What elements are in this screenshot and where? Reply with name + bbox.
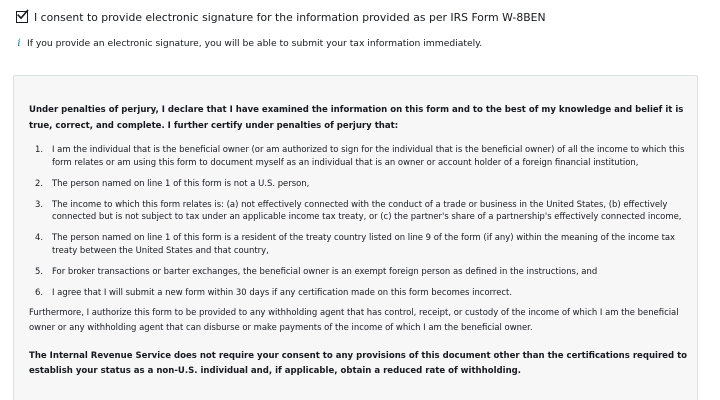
info-icon: i: [17, 37, 21, 49]
list-item-text: The person named on line 1 of this form is not a U.S. person,: [52, 177, 310, 188]
certification-list-item: [29, 198, 689, 223]
checkmark-icon: [16, 9, 29, 22]
consent-label[interactable]: I consent to provide electronic signature for the information provided as per IRS Form W-8BEN: [34, 10, 546, 24]
irs-consent-note: The Internal Revenue Service does not require your consent to any provisions of this document other than the certifications required to establish your status as a non-U.S. individual and, if applicable, obtain a reduced rate of withholding.: [29, 350, 688, 376]
list-item-number: 3.: [35, 198, 44, 209]
list-item-text: For broker transactions or barter exchanges, the beneficial owner is an exempt foreign person as defined in the instructions, and: [52, 265, 598, 276]
authorization-paragraph: Furthermore, I authorize this form to be provided to any withholding agent that has control, receipt, or custody of the income of which I am the beneficial owner or any withholding agent that can disburse or make payments of the income of which I am the beneficial owner.: [29, 306, 679, 332]
certification-list: [29, 143, 689, 298]
list-item-number: 4.: [35, 232, 44, 242]
info-text: If you provide an electronic signature, you will be able to submit your tax information immediately.: [27, 37, 483, 49]
certification-list-item: [29, 177, 689, 190]
list-item-number: 5.: [35, 265, 44, 276]
list-item-number: 6.: [35, 286, 44, 297]
certification-content: [29, 103, 689, 380]
list-item-text: I agree that I will submit a new form within 30 days if any certification made on this form becomes incorrect.: [52, 286, 513, 297]
certification-list-item: [29, 231, 689, 256]
consent-checkbox-row[interactable]: [16, 9, 546, 25]
info-message: [15, 36, 482, 50]
certification-list-item: [29, 286, 689, 299]
list-item-text: I am the individual that is the beneficial owner (or am authorized to sign for the individual that is the beneficial owner) of all the income to which this form relates or am using this form to document myself as an individual that is an owner or account holder of a foreign financial institution,: [52, 144, 685, 167]
list-item-text: The person named on line 1 of this form is a resident of the treaty country listed on line 9 of the form (if any) within the meaning of the income tax treaty between the United States and that country,: [52, 232, 676, 255]
certification-list-item: [29, 143, 689, 168]
certification-intro: Under penalties of perjury, I declare that I have examined the information on this form and to the best of my knowledge and belief it is true, correct, and complete. I further certify under penalties of perjury that:: [29, 105, 684, 131]
list-item-text: The income to which this form relates is: (a) not effectively connected with the conduct of a trade or business in the United States, (b) effectively connected but is not subject to tax under an applicable income tax treaty, or (c) the partner's share of a partnership's effectively connected income,: [52, 198, 682, 221]
consent-checkbox[interactable]: [16, 11, 28, 23]
certification-box: [13, 75, 698, 400]
certification-list-item: [29, 265, 689, 278]
list-item-number: 2.: [35, 177, 44, 188]
list-item-number: 1.: [35, 144, 44, 154]
